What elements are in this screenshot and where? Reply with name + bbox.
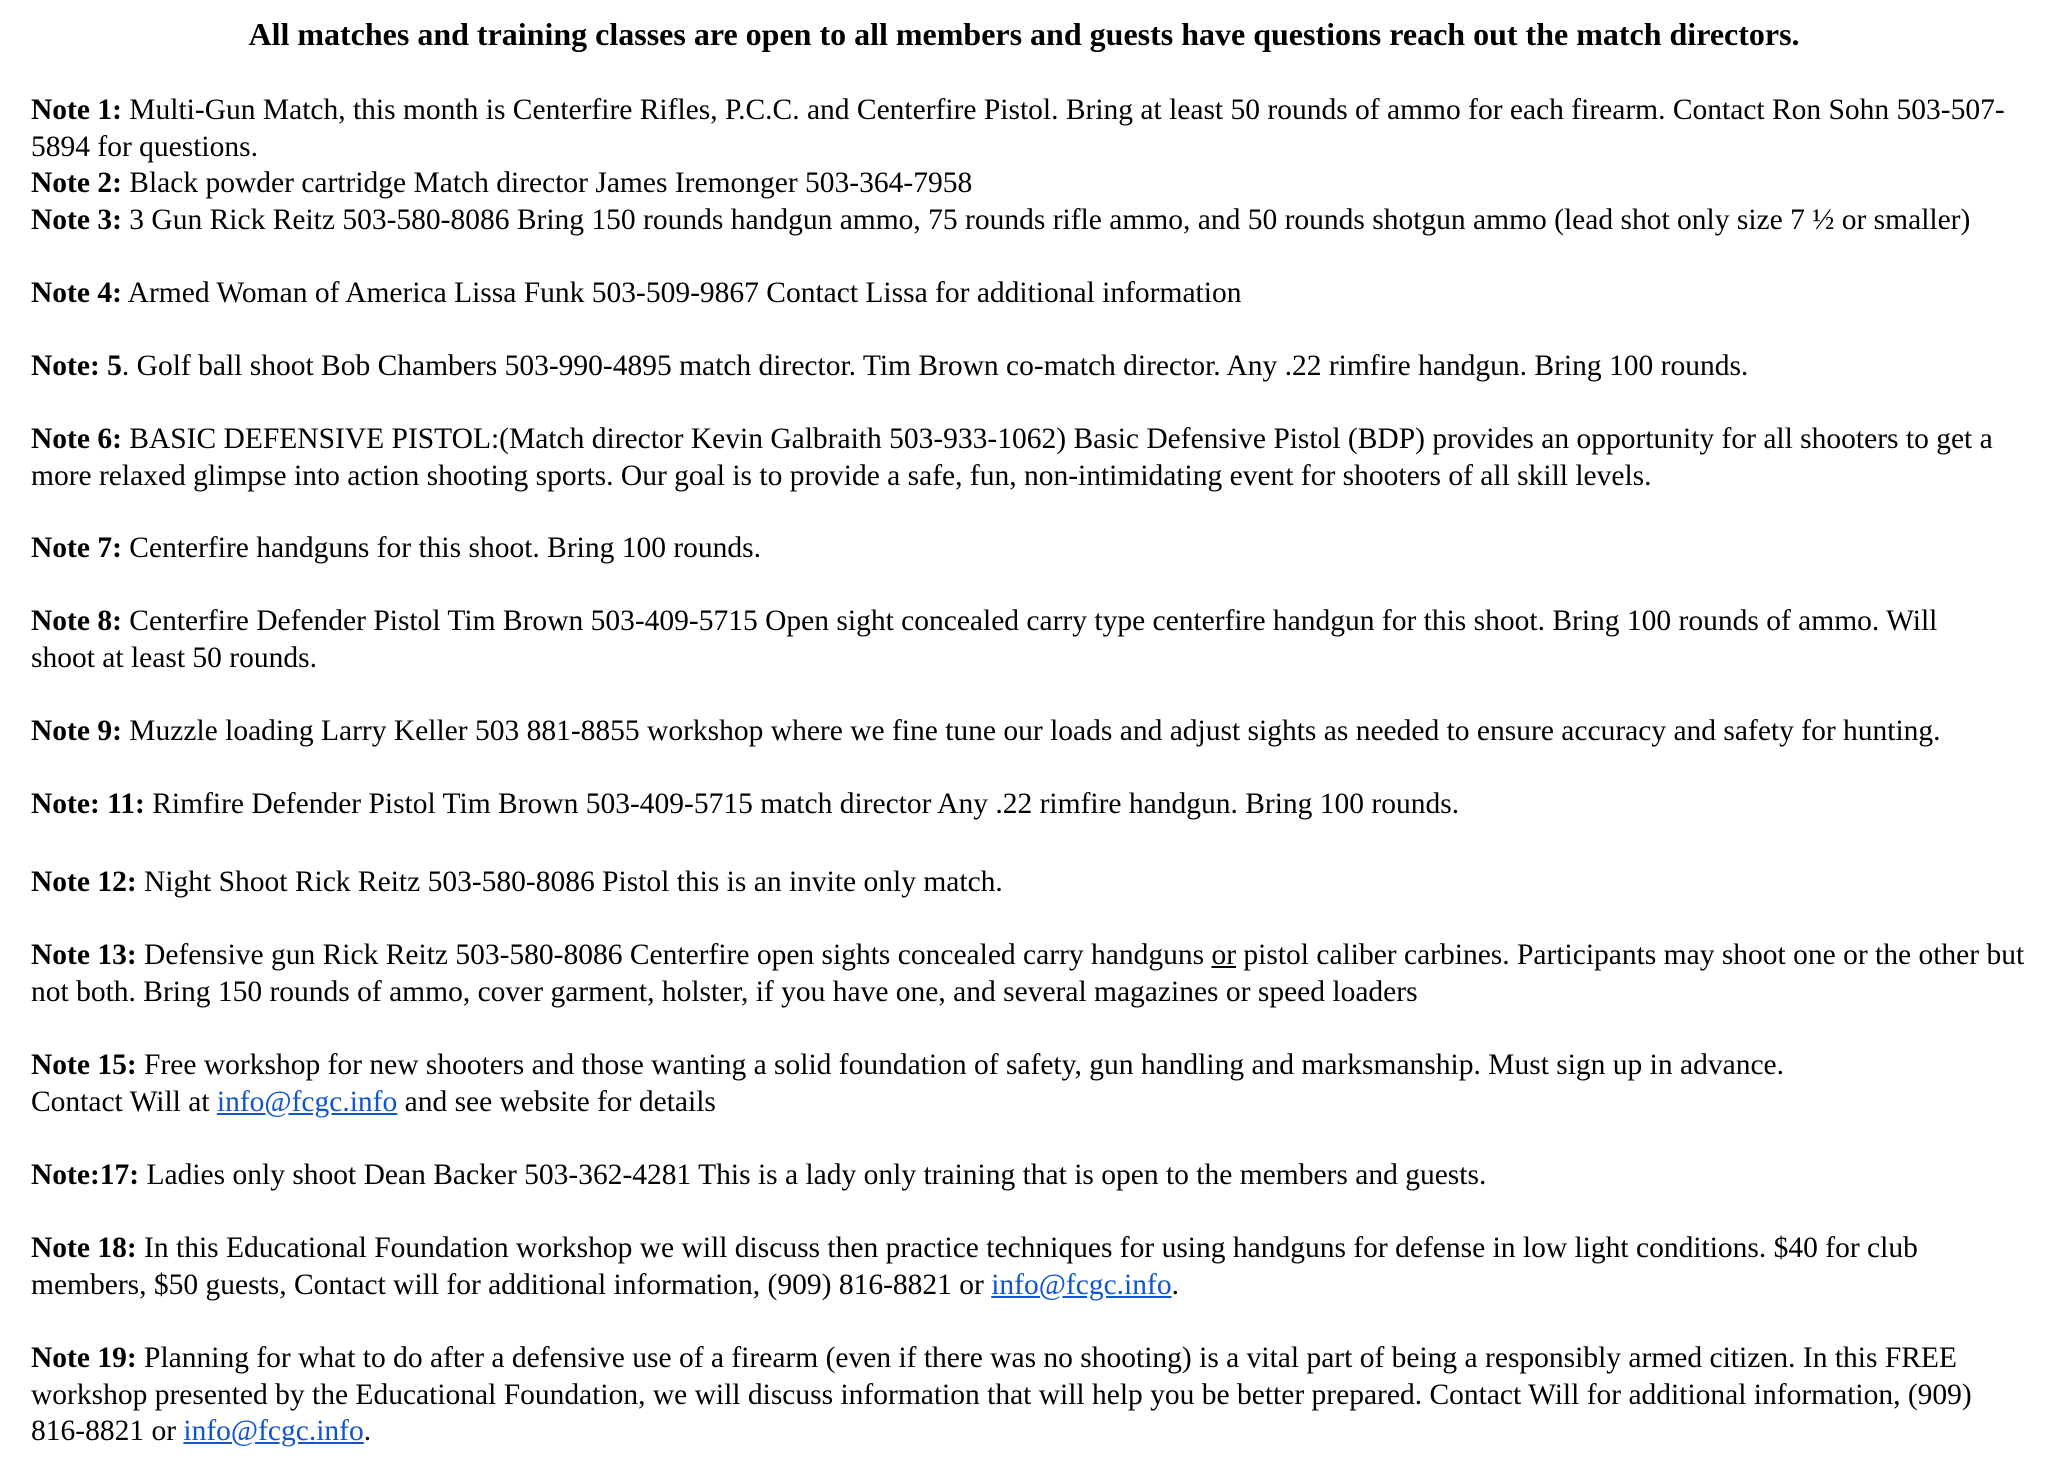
note-label: Note 9:	[31, 715, 122, 747]
note-6	[31, 421, 2026, 494]
note-19	[31, 1340, 1991, 1450]
note-label: Note 7:	[31, 532, 122, 564]
note-label: Note:17:	[31, 1159, 140, 1191]
email-link[interactable]: info@fcgc.info	[991, 1268, 1172, 1301]
note-13	[31, 937, 2026, 1010]
note-label: Note 2:	[31, 167, 122, 199]
note-label: Note: 5	[31, 350, 122, 382]
note-8	[31, 603, 1991, 676]
note-text: .	[363, 1415, 372, 1447]
note-label: Note 4:	[31, 277, 122, 309]
page-heading: All matches and training classes are open to all members and guests have questions reach out the match directors.	[248, 16, 1800, 52]
note-text: Free workshop for new shooters and those wanting a solid foundation of safety, gun handling and marksmanship. Must sign up in advance. Contact Will at	[31, 1049, 1785, 1118]
note-text: Centerfire Defender Pistol Tim Brown 503-409-5715 Open sight concealed carry type centerfire handgun for this shoot. Bring 100 rounds of ammo. Will shoot at least 50 rounds.	[31, 605, 1938, 674]
note-text: and see website for details	[397, 1085, 716, 1118]
note-label: Note 3:	[31, 204, 122, 236]
note-1	[31, 92, 2011, 165]
note-text: Black powder cartridge Match director James Iremonger 503-364-7958	[121, 167, 973, 199]
note-text: In this Educational Foundation workshop we will discuss then practice techniques for using handguns for defense in low light conditions. $40 for club members, $50 guests, Contact will for additional information, (909) 816-8821 or	[31, 1232, 1918, 1301]
note-text: .	[1171, 1268, 1179, 1301]
note-5	[31, 348, 2031, 385]
note-11	[31, 786, 2031, 823]
note-text: Planning for what to do after a defensive use of a firearm (even if there was no shooting) is a vital part of being a responsibly armed citizen. In this FREE workshop presented by the Educational Foundation, we will discuss information that will help you be better prepared. Contact Will for additional information, (909) 816-8821 or	[31, 1342, 1972, 1447]
note-label: Note 6:	[31, 423, 122, 455]
note-text: Rimfire Defender Pistol Tim Brown 503-409-5715 match director Any .22 rimfire handgun. Bring 100 rounds.	[144, 788, 1460, 820]
note-text: Defensive gun Rick Reitz 503-580-8086 Centerfire open sights concealed carry handguns	[136, 939, 1212, 971]
note-label: Note: 11:	[31, 788, 145, 820]
note-12	[31, 864, 2031, 901]
note-text: Multi-Gun Match, this month is Centerfire Rifles, P.C.C. and Centerfire Pistol. Bring at least 50 rounds of ammo for each firearm. Contact Ron Sohn 503-507-5894 for questions.	[31, 94, 2005, 163]
note-label: Note 19:	[31, 1342, 137, 1374]
note-underlined-word: or	[1211, 939, 1237, 971]
note-text: Armed Woman of America Lissa Funk 503-509-9867 Contact Lissa for additional information	[121, 277, 1242, 309]
note-15	[31, 1047, 1856, 1120]
note-label: Note 12:	[31, 866, 137, 898]
note-2	[31, 165, 2031, 202]
note-3	[31, 202, 2016, 239]
note-7	[31, 530, 2031, 567]
note-9	[31, 713, 2016, 750]
note-text: Muzzle loading Larry Keller 503 881-8855 workshop where we fine tune our loads and adjust sights as needed to ensure accuracy and safety for hunting.	[121, 715, 1941, 747]
note-text: Centerfire handguns for this shoot. Bring 100 rounds.	[121, 532, 762, 564]
note-text: Night Shoot Rick Reitz 503-580-8086 Pistol this is an invite only match.	[136, 866, 1003, 898]
note-text: 3 Gun Rick Reitz 503-580-8086 Bring 150 rounds handgun ammo, 75 rounds rifle ammo, and 50 rounds shotgun ammo (lead shot only size 7 ½ or smaller)	[121, 204, 1971, 236]
note-label: Note 13:	[31, 939, 137, 971]
email-link[interactable]: info@fcgc.info	[216, 1085, 398, 1118]
note-text: . Golf ball shoot Bob Chambers 503-990-4895 match director. Tim Brown co-match director. Any .22 rimfire handgun. Bring 100 rounds.	[121, 350, 1749, 382]
note-4	[31, 275, 2031, 312]
note-18	[31, 1230, 2031, 1303]
note-17	[31, 1157, 2031, 1194]
note-text: BASIC DEFENSIVE PISTOL:(Match director Kevin Galbraith 503-933-1062) Basic Defensive Pistol (BDP) provides an opportunity for all shooters to get a more relaxed glimpse into action shooting sports. Our goal is to provide a safe, fun, non-intimidating event for shooters of all skill levels.	[31, 423, 1993, 492]
note-label: Note 15:	[31, 1049, 137, 1081]
note-label: Note 8:	[31, 605, 122, 637]
email-link[interactable]: info@fcgc.info	[183, 1415, 364, 1447]
note-text: pistol caliber carbines. Participants may shoot one or the other but not both. Bring 150 rounds of ammo, cover garment, holster, if you have one, and several magazines or speed loaders	[31, 939, 2025, 1008]
note-label: Note 1:	[31, 94, 122, 126]
note-label: Note 18:	[31, 1232, 137, 1264]
note-text: Ladies only shoot Dean Backer 503-362-4281 This is a lady only training that is open to the members and guests.	[139, 1159, 1487, 1191]
